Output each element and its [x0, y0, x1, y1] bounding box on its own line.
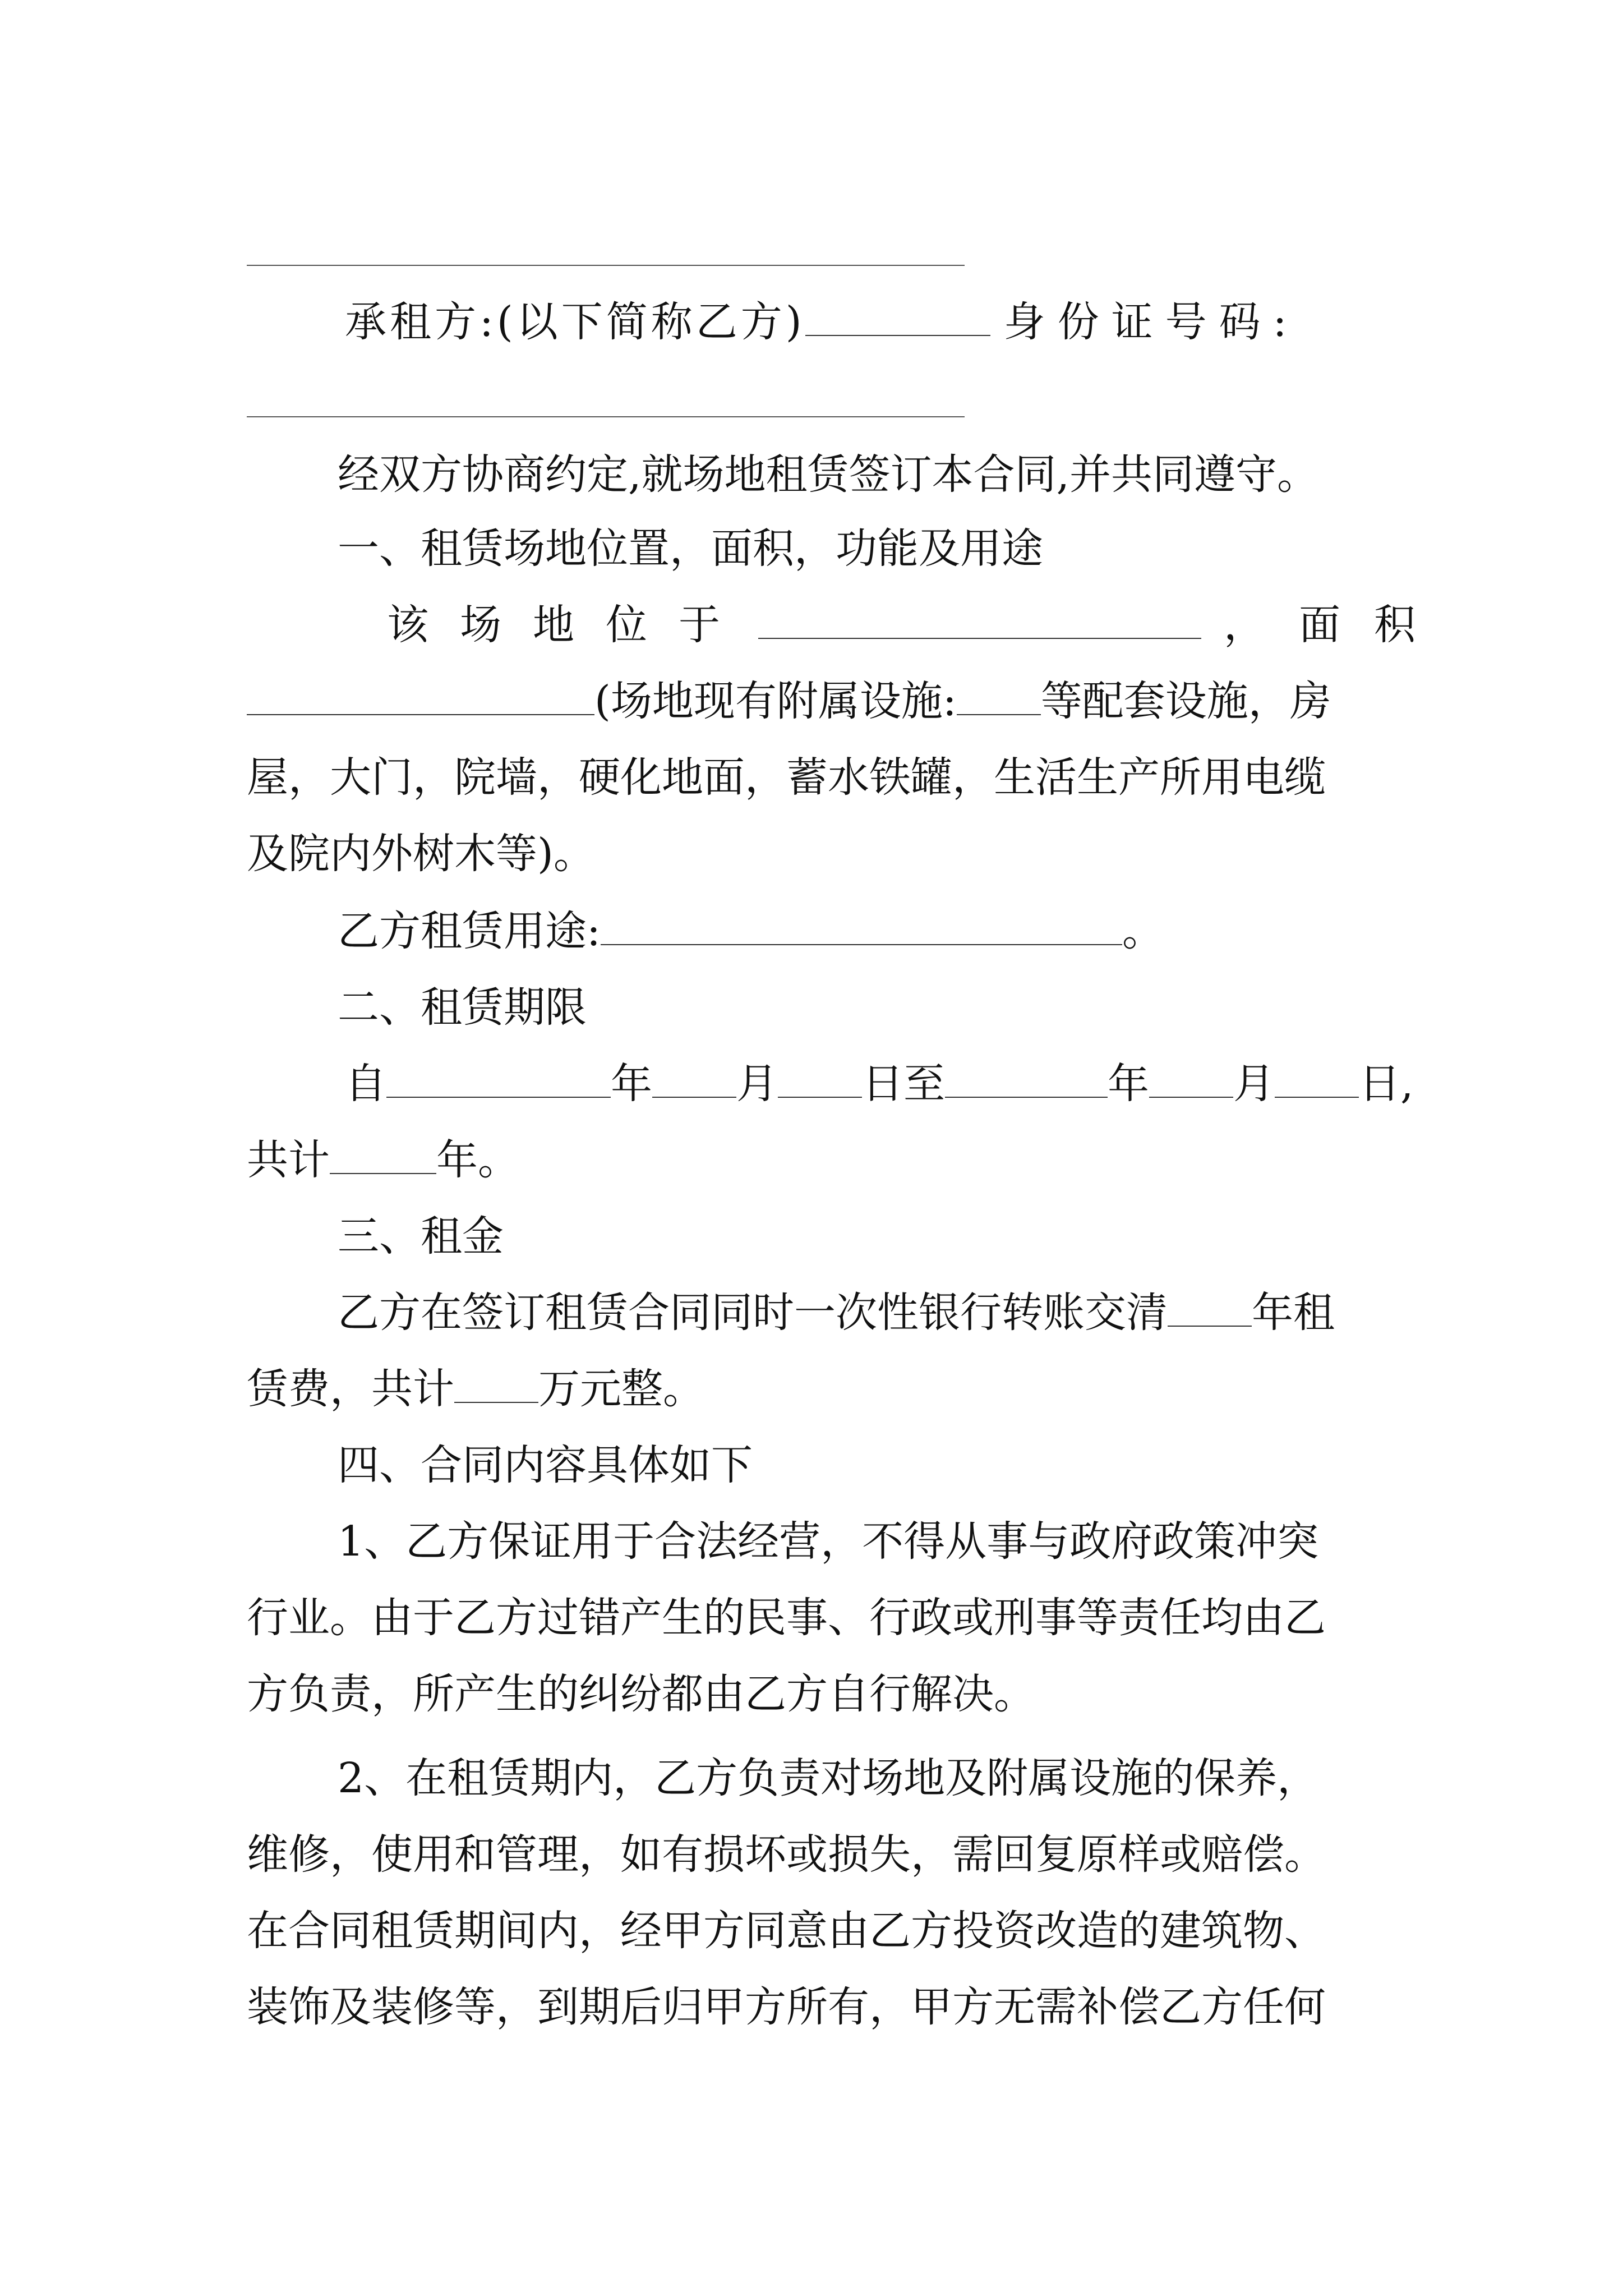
end-month-blank[interactable]	[1149, 1062, 1233, 1098]
rent-line-2-suffix: 万元整。	[538, 1365, 704, 1413]
area-label: 面积	[1299, 601, 1449, 649]
purpose-line	[338, 903, 1164, 959]
rent-years-blank[interactable]	[1168, 1291, 1252, 1327]
end-day-blank[interactable]	[1275, 1062, 1359, 1098]
item-1-line-1: 1、乙方保证用于合法经营，不得从事与政府政策冲突	[338, 1517, 1319, 1566]
area-blank[interactable]	[247, 679, 594, 715]
purpose-label: 乙方租赁用途:	[338, 907, 601, 955]
total-years-blank[interactable]	[330, 1138, 436, 1174]
facilities-suffix: 等配套设施，房	[1040, 677, 1331, 725]
facilities-line-3: 及院内外树木等)。	[247, 830, 595, 878]
facilities-blank[interactable]	[957, 679, 1041, 715]
item-1-line-2: 行业。由于乙方过错产生的民事、行政或刑事等责任均由乙	[247, 1594, 1326, 1642]
item-2-line-3: 在合同租赁期间内，经甲方同意由乙方投资改造的建筑物、	[247, 1907, 1326, 1955]
section-1-heading: 一、租赁场地位置，面积，功能及用途	[338, 524, 1043, 573]
item-2-line-4: 装饰及装修等，到期后归甲方所有，甲方无需补偿乙方任何	[247, 1983, 1326, 2031]
location-blank[interactable]	[758, 603, 1201, 639]
total-prefix: 共计	[247, 1136, 330, 1184]
term-from: 自	[345, 1060, 386, 1108]
facilities-line-2: 屋，大门，院墙，硬化地面，蓄水铁罐，生活生产所用电缆	[247, 753, 1326, 802]
start-year-blank[interactable]	[386, 1062, 611, 1098]
rent-line-1-prefix: 乙方在签订租赁合同同时一次性银行转账交清	[338, 1289, 1168, 1337]
term-total-line	[247, 1132, 519, 1188]
section-4-heading: 四、合同内容具体如下	[338, 1441, 753, 1489]
lessee-label: 承租方:(以下简称乙方)	[345, 298, 805, 346]
id-number-label: 身份证号码:	[1003, 298, 1299, 346]
start-year-label: 年	[611, 1060, 652, 1108]
id-number-blank[interactable]	[247, 416, 965, 417]
location-line	[387, 597, 1449, 653]
purpose-blank[interactable]	[601, 909, 1122, 945]
intro-text: 经双方协商约定,就场地租赁签订本合同,并共同遵守。	[338, 450, 1319, 499]
rent-line-2-prefix: 赁费，共计	[247, 1365, 454, 1413]
item-2-line-1: 2、在租赁期内，乙方负责对场地及附属设施的保养，	[338, 1754, 1319, 1802]
end-day-label: 日,	[1359, 1060, 1414, 1108]
start-day-blank[interactable]	[778, 1062, 862, 1098]
start-day-to-label: 日至	[862, 1060, 945, 1108]
blank-line[interactable]	[247, 265, 965, 266]
end-month-label: 月	[1233, 1060, 1275, 1108]
start-month-label: 月	[736, 1060, 778, 1108]
facilities-line	[247, 673, 1331, 729]
lessee-line	[345, 294, 1299, 350]
rent-amount-blank[interactable]	[454, 1367, 538, 1403]
location-comma: ，	[1224, 601, 1265, 649]
item-2-line-2: 维修，使用和管理，如有损坏或损失，需回复原样或赔偿。	[247, 1830, 1326, 1879]
facilities-prefix: (场地现有附属设施:	[594, 677, 957, 725]
rent-line-1-suffix: 年租	[1252, 1289, 1335, 1337]
rent-line-1	[338, 1285, 1335, 1341]
location-prefix: 该场地位于	[387, 601, 751, 649]
lessee-name-blank[interactable]	[805, 300, 990, 336]
end-year-label: 年	[1108, 1060, 1149, 1108]
section-3-heading: 三、租金	[338, 1212, 504, 1260]
purpose-end: 。	[1122, 907, 1164, 955]
rent-line-2	[247, 1361, 704, 1417]
start-month-blank[interactable]	[652, 1062, 736, 1098]
section-2-heading: 二、租赁期限	[338, 983, 587, 1032]
total-suffix: 年。	[436, 1136, 519, 1184]
term-line	[345, 1056, 1414, 1112]
item-1-line-3: 方负责，所产生的纠纷都由乙方自行解决。	[247, 1670, 1035, 1718]
end-year-blank[interactable]	[945, 1062, 1108, 1098]
